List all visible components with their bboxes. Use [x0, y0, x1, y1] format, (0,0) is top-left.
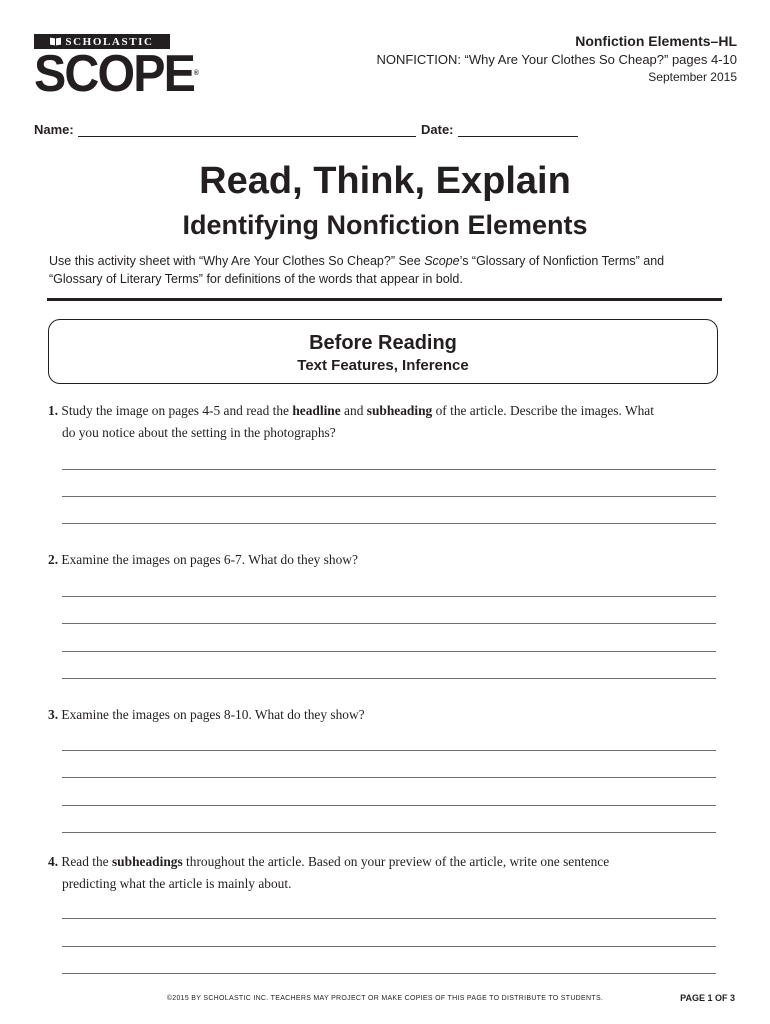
answer-line[interactable]: [62, 805, 716, 806]
name-label: Name:: [34, 122, 74, 137]
question-text: Examine the images on pages 6-7. What do they show?: [58, 552, 358, 567]
question-text: throughout the article. Based on your preview of the article, write one sentence: [182, 854, 610, 869]
answer-line[interactable]: [62, 946, 716, 947]
answer-line[interactable]: [62, 918, 716, 919]
question-2: [48, 549, 728, 571]
question-text: Read the: [58, 854, 112, 869]
answer-line[interactable]: [62, 750, 716, 751]
worksheet-type: Nonfiction Elements–HL: [575, 33, 737, 49]
article-reference: NONFICTION: “Why Are Your Clothes So Cheap?” pages 4-10: [376, 52, 737, 67]
bold-term: headline: [292, 403, 341, 418]
answer-line[interactable]: [62, 678, 716, 679]
bold-term: subheadings: [111, 854, 183, 869]
section-title: Before Reading: [309, 332, 457, 354]
question-text: Examine the images on pages 8-10. What do they show?: [58, 707, 365, 722]
logo-registered: ®: [194, 70, 199, 77]
answer-line[interactable]: [62, 623, 716, 624]
date-label: Date:: [421, 122, 454, 137]
question-text: of the article. Describe the images. What: [432, 403, 654, 418]
logo-word-text: SCOPE: [34, 45, 195, 103]
answer-line[interactable]: [62, 832, 716, 833]
question-text: and: [340, 403, 367, 418]
answer-line[interactable]: [62, 523, 716, 524]
question-text: Study the image on pages 4-5 and read the: [58, 403, 293, 418]
section-subtitle: Text Features, Inference: [297, 357, 469, 374]
answer-line[interactable]: [62, 469, 716, 470]
page-title: Read, Think, Explain: [199, 160, 571, 202]
question-number: 4.: [48, 854, 59, 869]
answer-line[interactable]: [62, 777, 716, 778]
divider: [47, 298, 722, 301]
question-4: [48, 851, 728, 895]
date-field[interactable]: [458, 136, 578, 137]
instructions-part2: ’s “Glossary of Nonfiction Terms” and “Glossary of Literary Terms” for definitions of the words that appear in bold.: [49, 254, 665, 286]
page-number: PAGE 1 OF 3: [680, 993, 735, 1003]
question-3: [48, 704, 728, 726]
logo-wordmark: [34, 45, 199, 103]
question-text-continued: do you notice about the setting in the photographs?: [62, 425, 336, 440]
question-number: 2.: [48, 552, 59, 567]
bold-term: subheading: [366, 403, 433, 418]
section-header-box: [48, 319, 718, 384]
issue-date: September 2015: [648, 70, 737, 84]
logo-publisher: SCHOLASTIC: [65, 35, 154, 48]
answer-line[interactable]: [62, 973, 716, 974]
copyright-notice: ©2015 BY SCHOLASTIC INC. TEACHERS MAY PROJECT OR MAKE COPIES OF THIS PAGE TO DISTRIBUTE TO STUDENTS.: [166, 995, 604, 1002]
instructions: [49, 252, 719, 288]
question-number: 3.: [48, 707, 59, 722]
name-field[interactable]: [78, 136, 416, 137]
question-text-continued: predicting what the article is mainly about.: [62, 876, 292, 891]
question-1: [48, 400, 728, 444]
answer-line[interactable]: [62, 496, 716, 497]
instructions-part1: Use this activity sheet with “Why Are Your Clothes So Cheap?” See: [49, 254, 425, 268]
answer-line[interactable]: [62, 651, 716, 652]
answer-line[interactable]: [62, 596, 716, 597]
page-subtitle: Identifying Nonfiction Elements: [182, 210, 588, 240]
scholastic-scope-logo: [34, 34, 199, 103]
instructions-scope: Scope: [424, 254, 460, 268]
question-number: 1.: [48, 403, 59, 418]
